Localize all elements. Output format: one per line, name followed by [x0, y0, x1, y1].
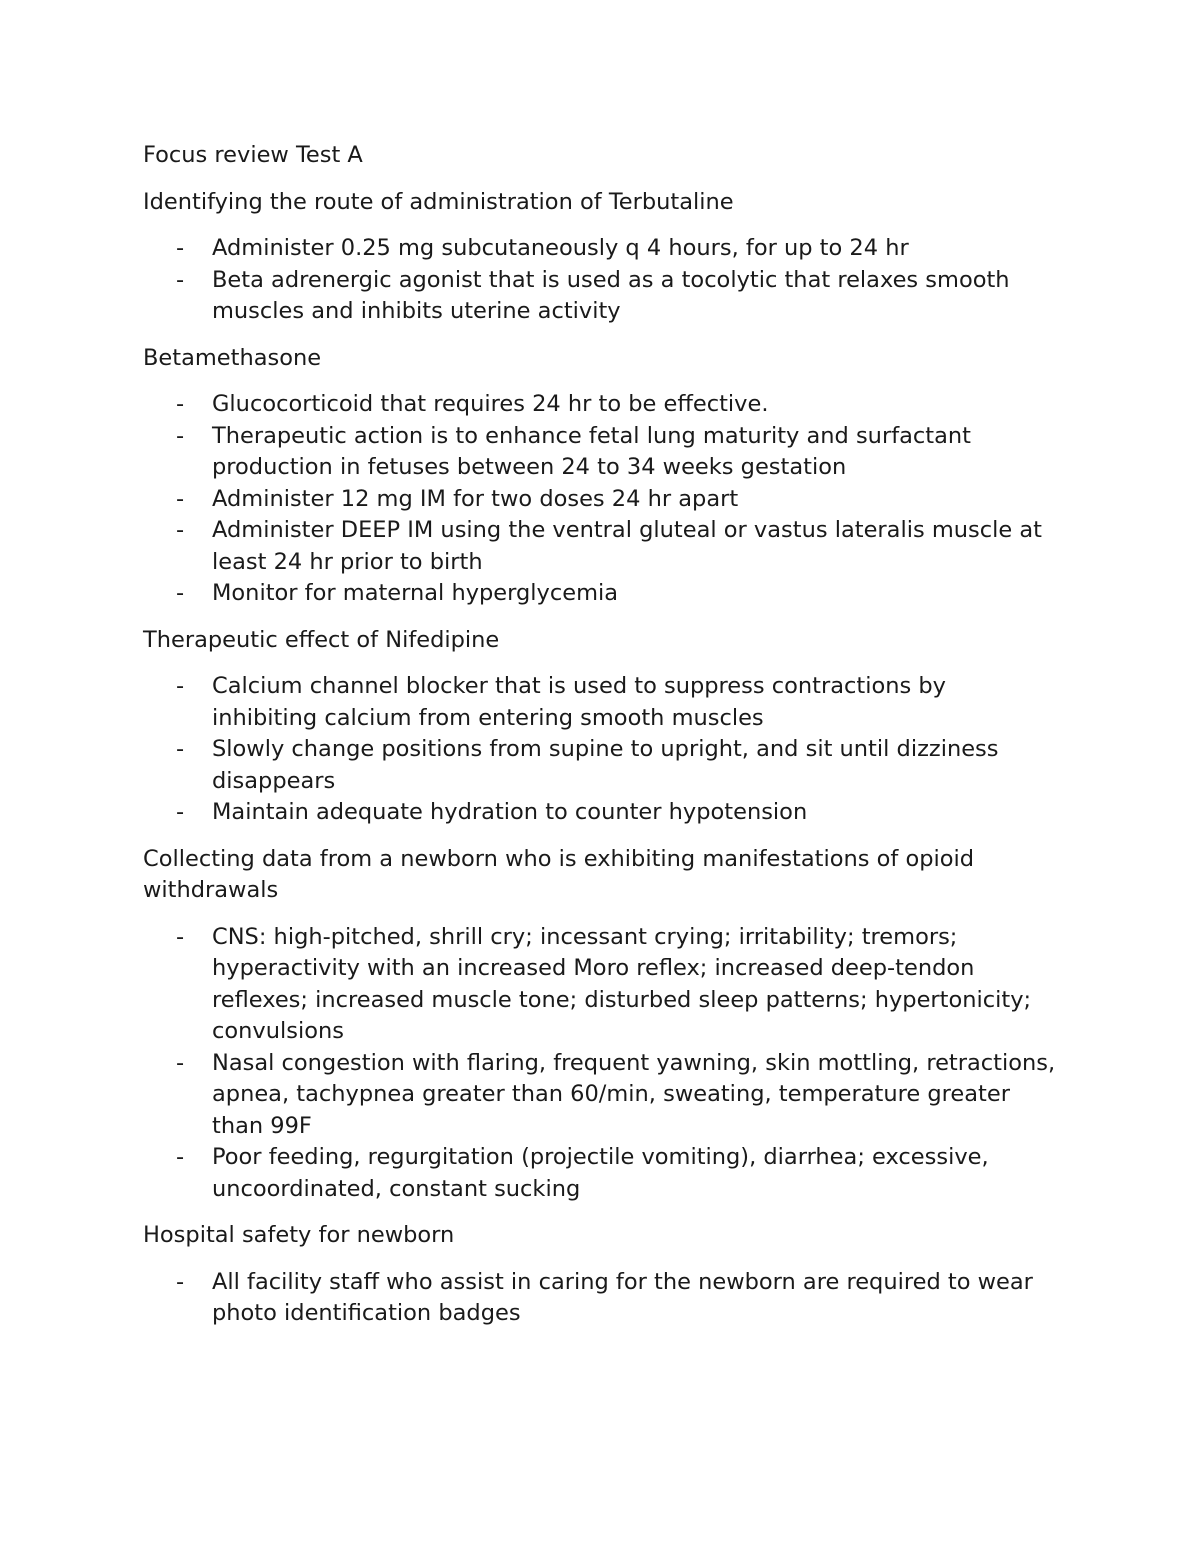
list-item-text: CNS: high-pitched, shrill cry; incessant crying; irritability; tremors; hyperactivity with an increased Moro reflex; increased deep-tendon reflexes; increased muscle tone; disturbed sleep patterns; hypertonicity; convulsions	[212, 923, 1032, 1044]
bullet-list-hospital-safety	[143, 1267, 1058, 1330]
list-item-text: Poor feeding, regurgitation (projectile vomiting), diarrhea; excessive, uncoordinated, constant sucking	[212, 1144, 989, 1202]
list-item-text: Glucocorticoid that requires 24 hr to be effective.	[212, 391, 769, 417]
list-item	[143, 1267, 1058, 1330]
section-heading-hospital-safety: Hospital safety for newborn	[143, 1222, 455, 1248]
bullet-dash: -	[176, 673, 185, 699]
bullet-dash: -	[176, 391, 185, 417]
list-item-text: Nasal congestion with flaring, frequent yawning, skin mottling, retractions, apnea, tachypnea greater than 60/min, sweating, temperature greater than 99F	[212, 1049, 1056, 1139]
document-title: Focus review Test A	[143, 142, 363, 168]
bullet-list-terbutaline	[143, 233, 1058, 328]
bullet-dash: -	[176, 923, 185, 950]
bullet-dash: -	[176, 736, 185, 762]
bullet-list-betamethasone	[143, 389, 1058, 610]
list-item	[143, 421, 1058, 484]
list-item	[143, 734, 1058, 797]
list-item-text: Calcium channel blocker that is used to suppress contractions by inhibiting calcium from entering smooth muscles	[212, 673, 946, 731]
bullet-dash: -	[176, 1049, 185, 1076]
section-heading-betamethasone: Betamethasone	[143, 344, 322, 371]
bullet-dash: -	[176, 799, 185, 825]
bullet-list-nifedipine	[143, 671, 1058, 829]
bullet-dash: -	[176, 422, 185, 449]
list-item	[143, 484, 1058, 516]
list-item	[143, 1142, 1058, 1205]
list-item	[143, 797, 1058, 829]
list-item	[143, 389, 1058, 421]
list-item	[143, 922, 1058, 1048]
list-item-text: All facility staff who assist in caring for the newborn are required to wear photo identification badges	[212, 1268, 1033, 1326]
document-page	[143, 140, 1058, 1345]
list-item	[143, 233, 1058, 265]
bullet-dash: -	[176, 1268, 185, 1295]
list-item-text: Therapeutic action is to enhance fetal lung maturity and surfactant production in fetuses between 24 to 34 weeks gestation	[212, 422, 971, 480]
bullet-dash: -	[176, 235, 185, 261]
list-item	[143, 265, 1058, 328]
bullet-list-opioid-withdrawal	[143, 922, 1058, 1206]
list-item-text: Administer 0.25 mg subcutaneously q 4 hours, for up to 24 hr	[212, 235, 909, 261]
list-item-text: Administer 12 mg IM for two doses 24 hr apart	[212, 485, 739, 512]
list-item-text: Slowly change positions from supine to upright, and sit until dizziness disappears	[212, 736, 999, 794]
list-item-text: Beta adrenergic agonist that is used as a tocolytic that relaxes smooth muscles and inhibits uterine activity	[212, 266, 1010, 324]
bullet-dash: -	[176, 517, 185, 543]
list-item	[143, 578, 1058, 610]
section-heading-opioid-withdrawal: Collecting data from a newborn who is exhibiting manifestations of opioid withdrawals	[143, 845, 975, 903]
bullet-dash: -	[176, 266, 185, 293]
list-item	[143, 671, 1058, 734]
list-item-text: Maintain adequate hydration to counter hypotension	[212, 799, 808, 825]
bullet-dash: -	[176, 580, 185, 606]
list-item	[143, 515, 1058, 578]
list-item	[143, 1048, 1058, 1143]
section-heading-terbutaline: Identifying the route of administration of Terbutaline	[143, 188, 734, 215]
list-item-text: Administer DEEP IM using the ventral gluteal or vastus lateralis muscle at least 24 hr prior to birth	[212, 517, 1042, 575]
bullet-dash: -	[176, 485, 185, 512]
list-item-text: Monitor for maternal hyperglycemia	[212, 580, 619, 606]
bullet-dash: -	[176, 1144, 185, 1170]
section-heading-nifedipine: Therapeutic effect of Nifedipine	[143, 626, 500, 653]
